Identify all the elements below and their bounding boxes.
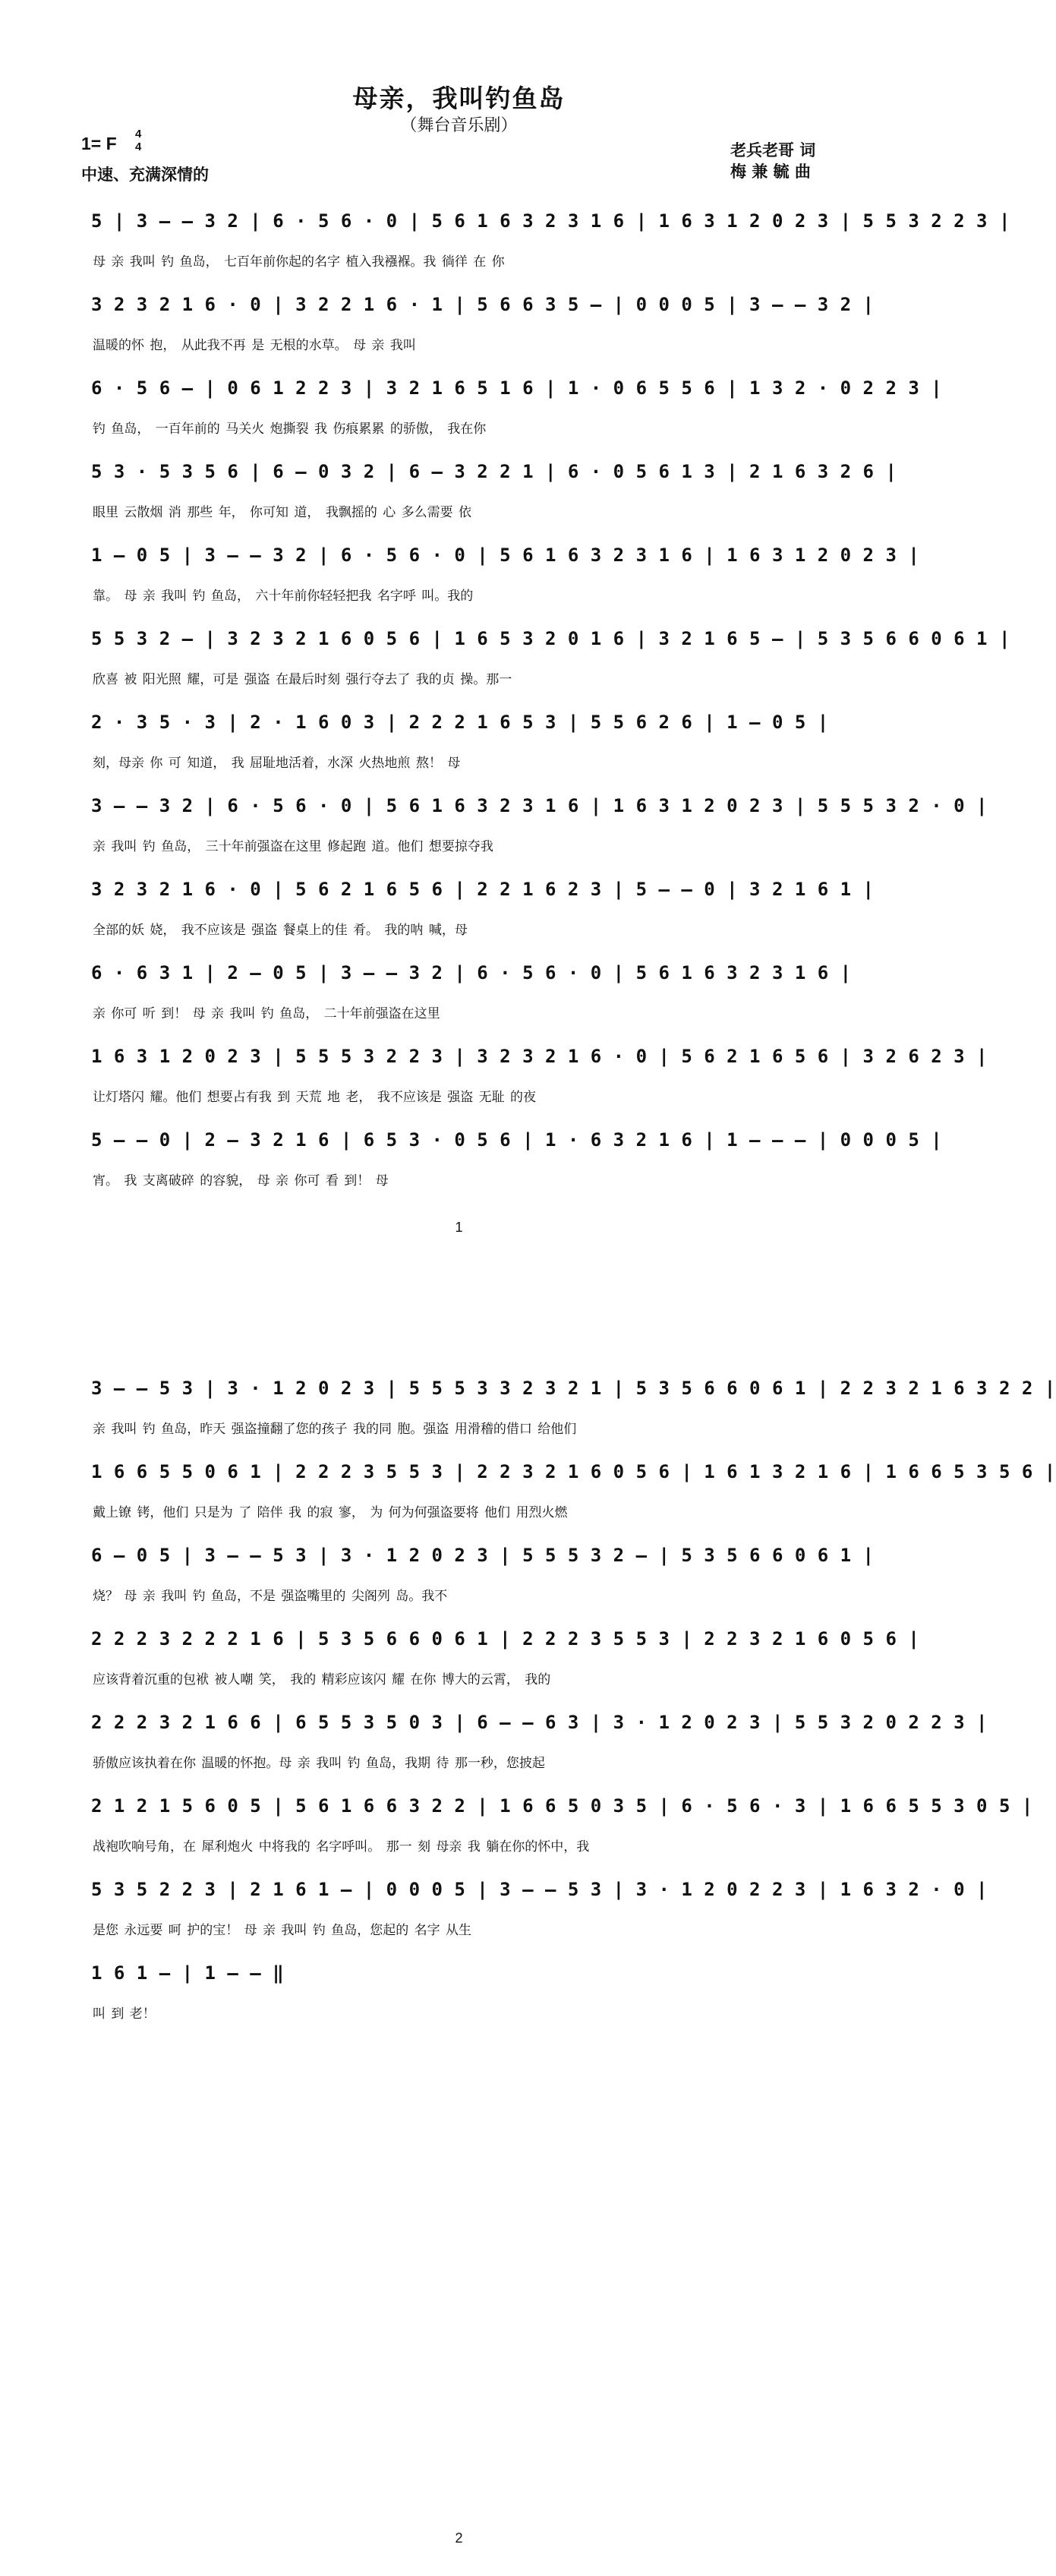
time-signature <box>135 128 141 153</box>
lyric-line: 是您 永远要 呵 护的宝！ 母 亲 我叫 钓 鱼岛，您起的 名字 从生 <box>93 1923 472 1938</box>
notation-line: 3 — — 5 3 | 3 · 1 2 0 2 3 | 5 5 5 3 3 2 3 2 1 | 5 3 5 6 6 0 6 1 | 2 2 3 2 1 6 3 2 2 | <box>91 1378 1056 1399</box>
song-subtitle: （舞台音乐剧） <box>400 116 518 135</box>
score-page-1 <box>0 0 1010 1288</box>
notation-line: 1 6 6 5 5 0 6 1 | 2 2 2 3 5 5 3 | 2 2 3 2 1 6 0 5 6 | 1 6 1 3 2 1 6 | 1 6 6 5 3 5 6 | <box>91 1461 1056 1482</box>
notation-line: 2 1 2 1 5 6 0 5 | 5 6 1 6 6 3 2 2 | 1 6 6 5 0 3 5 | 6 · 5 6 · 3 | 1 6 6 5 5 3 0 5 | <box>91 1795 1033 1817</box>
lyricist-credit: 老兵老哥 词 <box>730 141 816 159</box>
notation-line: 3 2 3 2 1 6 · 0 | 5 6 2 1 6 5 6 | 2 2 1 6 2 3 | 5 — — 0 | 3 2 1 6 1 | <box>91 879 875 900</box>
notation-line: 5 5 3 2 — | 3 2 3 2 1 6 0 5 6 | 1 6 5 3 2 0 1 6 | 3 2 1 6 5 — | 5 3 5 6 6 0 6 1 | <box>91 628 1010 649</box>
key-signature: 1= F <box>81 134 117 153</box>
notation-line: 2 2 2 3 2 1 6 6 | 6 5 5 3 5 0 3 | 6 — — 6 3 | 3 · 1 2 0 2 3 | 5 5 3 2 0 2 2 3 | <box>91 1712 988 1733</box>
lyric-line: 亲 你可 听 到！ 母 亲 我叫 钓 鱼岛， 二十年前强盗在这里 <box>93 1006 440 1021</box>
notation-line: 1 — 0 5 | 3 — — 3 2 | 6 · 5 6 · 0 | 5 6 1 6 3 2 3 1 6 | 1 6 3 1 2 0 2 3 | <box>91 545 920 566</box>
notation-line: 6 · 5 6 — | 0 6 1 2 2 3 | 3 2 1 6 5 1 6 | 1 · 0 6 5 5 6 | 1 3 2 · 0 2 2 3 | <box>91 377 943 399</box>
notation-line: 3 — — 3 2 | 6 · 5 6 · 0 | 5 6 1 6 3 2 3 1 6 | 1 6 3 1 2 0 2 3 | 5 5 5 3 2 · 0 | <box>91 795 988 816</box>
lyric-line: 骄傲应该执着在你 温暖的怀抱。母 亲 我叫 钓 鱼岛，我期 待 那一秒，您披起 <box>93 1756 545 1771</box>
lyric-line: 亲 我叫 钓 鱼岛， 三十年前强盗在这里 修起跑 道。他们 想要掠夺我 <box>93 839 493 854</box>
lyric-line: 刻，母亲 你 可 知道， 我 屈耻地活着，水深 火热地煎 熬！ 母 <box>93 756 461 771</box>
song-title: 母亲，我叫钓鱼岛 <box>352 84 566 113</box>
composer-credit: 梅 兼 毓 曲 <box>730 163 811 181</box>
meter-bottom: 4 <box>135 140 142 153</box>
lyric-line: 钓 鱼岛， 一百年前的 马关火 炮撕裂 我 伤痕累累 的骄傲， 我在你 <box>93 421 487 437</box>
notation-line: 5 3 5 2 2 3 | 2 1 6 1 — | 0 0 0 5 | 3 — — 5 3 | 3 · 1 2 0 2 2 3 | 1 6 3 2 · 0 | <box>91 1879 988 1900</box>
page-number: 2 <box>455 2530 463 2546</box>
notation-line: 1 6 3 1 2 0 2 3 | 5 5 5 3 2 2 3 | 3 2 3 2 1 6 · 0 | 5 6 2 1 6 5 6 | 3 2 6 2 3 | <box>91 1046 988 1067</box>
lyric-line: 靠。 母 亲 我叫 钓 鱼岛， 六十年前你轻轻把我 名字呼 叫。我的 <box>93 589 474 604</box>
lyric-line: 应该背着沉重的包袱 被人嘲 笑， 我的 精彩应该闪 耀 在你 博大的云霄， 我的 <box>93 1672 551 1687</box>
lyric-line: 战袍吹响号角，在 犀利炮火 中将我的 名字呼叫。 那一 刻 母亲 我 躺在你的怀中，我 <box>93 1839 590 1855</box>
lyric-line: 烧？ 母 亲 我叫 钓 鱼岛，不是 强盗嘴里的 尖阁列 岛。我不 <box>93 1589 448 1604</box>
notation-line: 6 — 0 5 | 3 — — 5 3 | 3 · 1 2 0 2 3 | 5 5 5 3 2 — | 5 3 5 6 6 0 6 1 | <box>91 1545 875 1566</box>
lyric-line: 温暖的怀 抱， 从此我不再 是 无根的水草。 母 亲 我叫 <box>93 338 416 353</box>
score-page-2 <box>0 1288 1056 2576</box>
tempo-marking: 中速、充满深情的 <box>81 166 209 184</box>
notation-line: 3 2 3 2 1 6 · 0 | 3 2 2 1 6 · 1 | 5 6 6 3 5 — | 0 0 0 5 | 3 — — 3 2 | <box>91 294 875 315</box>
notation-line: 2 · 3 5 · 3 | 2 · 1 6 0 3 | 2 2 2 1 6 5 3 | 5 5 6 2 6 | 1 — 0 5 | <box>91 712 829 733</box>
notation-line: 1 6 1 — | 1 — — ‖ <box>91 1962 285 1984</box>
lyric-line: 让灯塔闪 耀。他们 想要占有我 到 天荒 地 老， 我不应该是 强盗 无耻 的夜 <box>93 1090 537 1105</box>
notation-line: 6 · 6 3 1 | 2 — 0 5 | 3 — — 3 2 | 6 · 5 6 · 0 | 5 6 1 6 3 2 3 1 6 | <box>91 962 852 983</box>
lyric-line: 亲 我叫 钓 鱼岛，昨天 强盗撞翻了您的孩子 我的同 胞。强盗 用滑稽的借口 给他们 <box>93 1422 577 1437</box>
notation-line: 5 3 · 5 3 5 6 | 6 — 0 3 2 | 6 — 3 2 2 1 | 6 · 0 5 6 1 3 | 2 1 6 3 2 6 | <box>91 461 897 482</box>
meter-top: 4 <box>135 128 142 140</box>
lyric-line: 戴上镣 铐，他们 只是为 了 陪伴 我 的寂 寥， 为 何为何强盗要将 他们 用烈火燃 <box>93 1505 568 1520</box>
lyric-line: 眼里 云散烟 消 那些 年， 你可知 道， 我飘摇的 心 多么需要 依 <box>93 505 472 520</box>
lyric-line: 全部的妖 娆， 我不应该是 强盗 餐桌上的佳 肴。 我的呐 喊，母 <box>93 923 468 938</box>
notation-line: 2 2 2 3 2 2 2 1 6 | 5 3 5 6 6 0 6 1 | 2 2 2 3 5 5 3 | 2 2 3 2 1 6 0 5 6 | <box>91 1628 920 1649</box>
notation-line: 5 | 3 — — 3 2 | 6 · 5 6 · 0 | 5 6 1 6 3 2 3 1 6 | 1 6 3 1 2 0 2 3 | 5 5 3 2 2 3 | <box>91 210 1010 232</box>
lyric-line: 欣喜 被 阳光照 耀，可是 强盗 在最后时刻 强行夺去了 我的贞 操。那一 <box>93 672 512 687</box>
notation-line: 5 — — 0 | 2 — 3 2 1 6 | 6 5 3 · 0 5 6 | 1 · 6 3 2 1 6 | 1 — — — | 0 0 0 5 | <box>91 1129 943 1151</box>
lyric-line: 叫 到 老！ <box>93 2006 156 2022</box>
lyric-line: 宵。 我 支离破碎 的容貌， 母 亲 你可 看 到！ 母 <box>93 1173 389 1189</box>
lyric-line: 母 亲 我叫 钓 鱼岛， 七百年前你起的名字 植入我襁褓。我 徜徉 在 你 <box>93 254 505 270</box>
page-number: 1 <box>455 1220 463 1235</box>
